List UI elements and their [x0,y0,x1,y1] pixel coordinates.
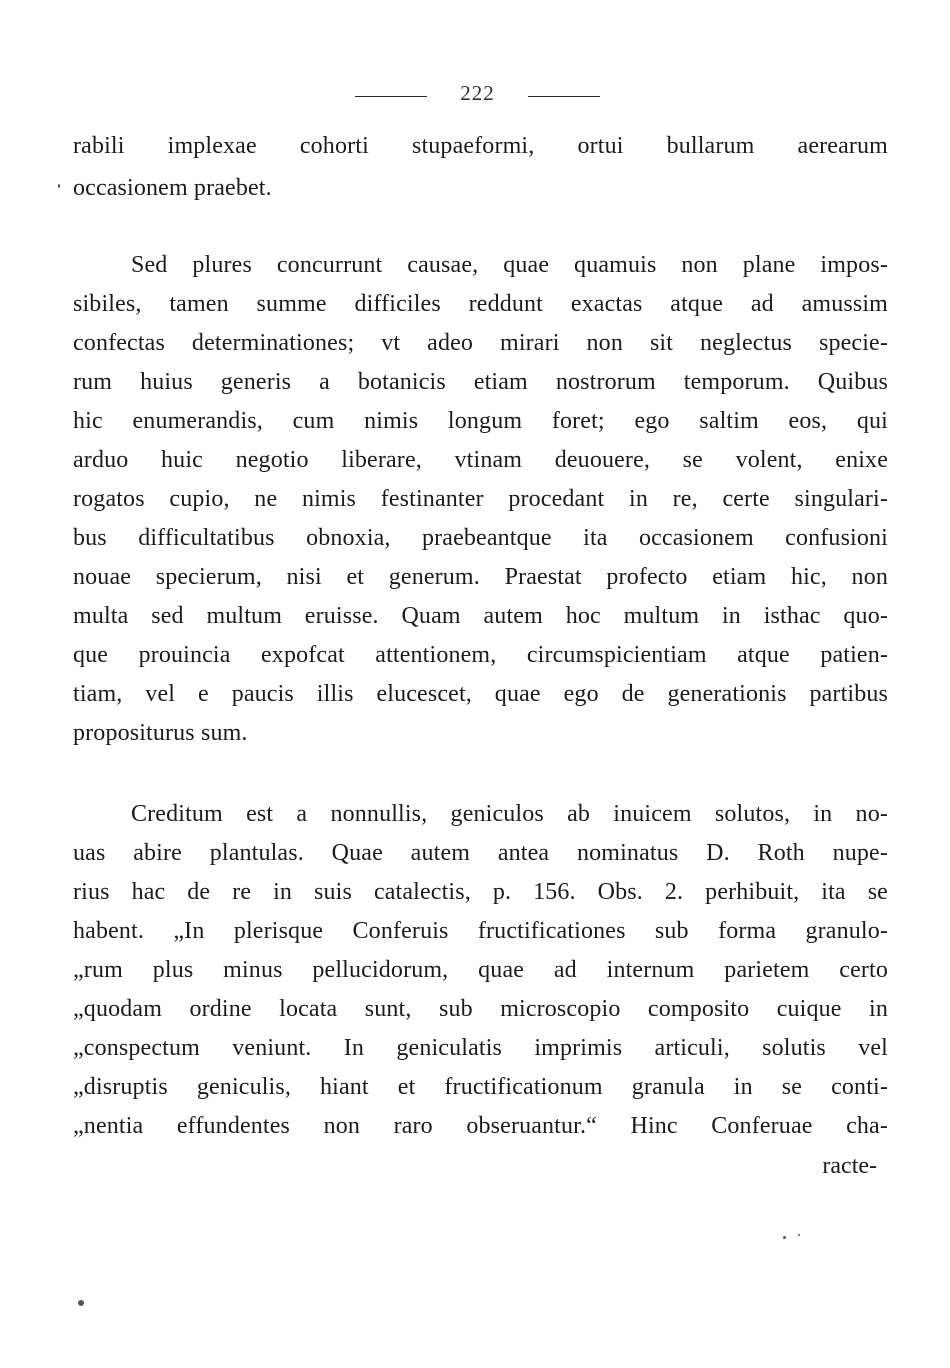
page-number: 222 [460,80,495,105]
text-line: „disruptis geniculis, hiant et fructificationum granula in se conti- [73,1074,888,1100]
catchword: racte- [822,1153,877,1179]
text-line: multa sed multum eruisse. Quam autem hoc multum in isthac quo- [73,603,888,629]
text-line: uas abire plantulas. Quae autem antea nominatus D. Roth nupe- [73,840,888,866]
text-line: „quodam ordine locata sunt, sub microscopio composito cuique in [73,996,888,1022]
text-line: tiam, vel e paucis illis elucescet, quae ego de generationis partibus [73,681,888,707]
text-line: Creditum est a nonnullis, geniculos ab inuicem solutos, in no- [131,801,888,827]
page-header [355,78,600,108]
header-rule-right [528,96,600,97]
text-line: rabili implexae cohorti stupaeformi, ortui bullarum aerearum [73,133,888,159]
ink-speck [783,1236,786,1239]
text-line: habent. „In plerisque Conferuis fructificationes sub forma granulo- [73,918,888,944]
ink-speck [78,1300,84,1306]
text-line: nouae specierum, nisi et generum. Praestat profecto etiam hic, non [73,564,888,590]
text-line: sibiles, tamen summe difficiles reddunt exactas atque ad amussim [73,291,888,317]
text-line: „nentia effundentes non raro obseruantur.“ Hinc Conferuae cha- [73,1113,888,1139]
text-line: rius hac de re in suis catalectis, p. 156. Obs. 2. perhibuit, ita se [73,879,888,905]
text-line: hic enumerandis, cum nimis longum foret; ego saltim eos, qui [73,408,888,434]
text-line: rogatos cupio, ne nimis festinanter procedant in re, certe singulari- [73,486,888,512]
ink-speck [58,184,60,188]
text-line: arduo huic negotio liberare, vtinam deuouere, se volent, enixe [73,447,888,473]
text-line: rum huius generis a botanicis etiam nostrorum temporum. Quibus [73,369,888,395]
text-line: bus difficultatibus obnoxia, praebeantque ita occasionem confusioni [73,525,888,551]
text-line: propositurus sum. [73,720,248,746]
ink-speck [798,1234,800,1236]
text-line: que prouincia expofcat attentionem, circumspicientiam atque patien- [73,642,888,668]
text-line: confectas determinationes; vt adeo mirari non sit neglectus specie- [73,330,888,356]
text-line: Sed plures concurrunt causae, quae quamuis non plane impos- [131,252,888,278]
header-rule-left [355,96,427,97]
text-line: „conspectum veniunt. In geniculatis imprimis articuli, solutis vel [73,1035,888,1061]
text-line: „rum plus minus pellucidorum, quae ad internum parietem certo [73,957,888,983]
text-line: occasionem praebet. [73,175,272,201]
